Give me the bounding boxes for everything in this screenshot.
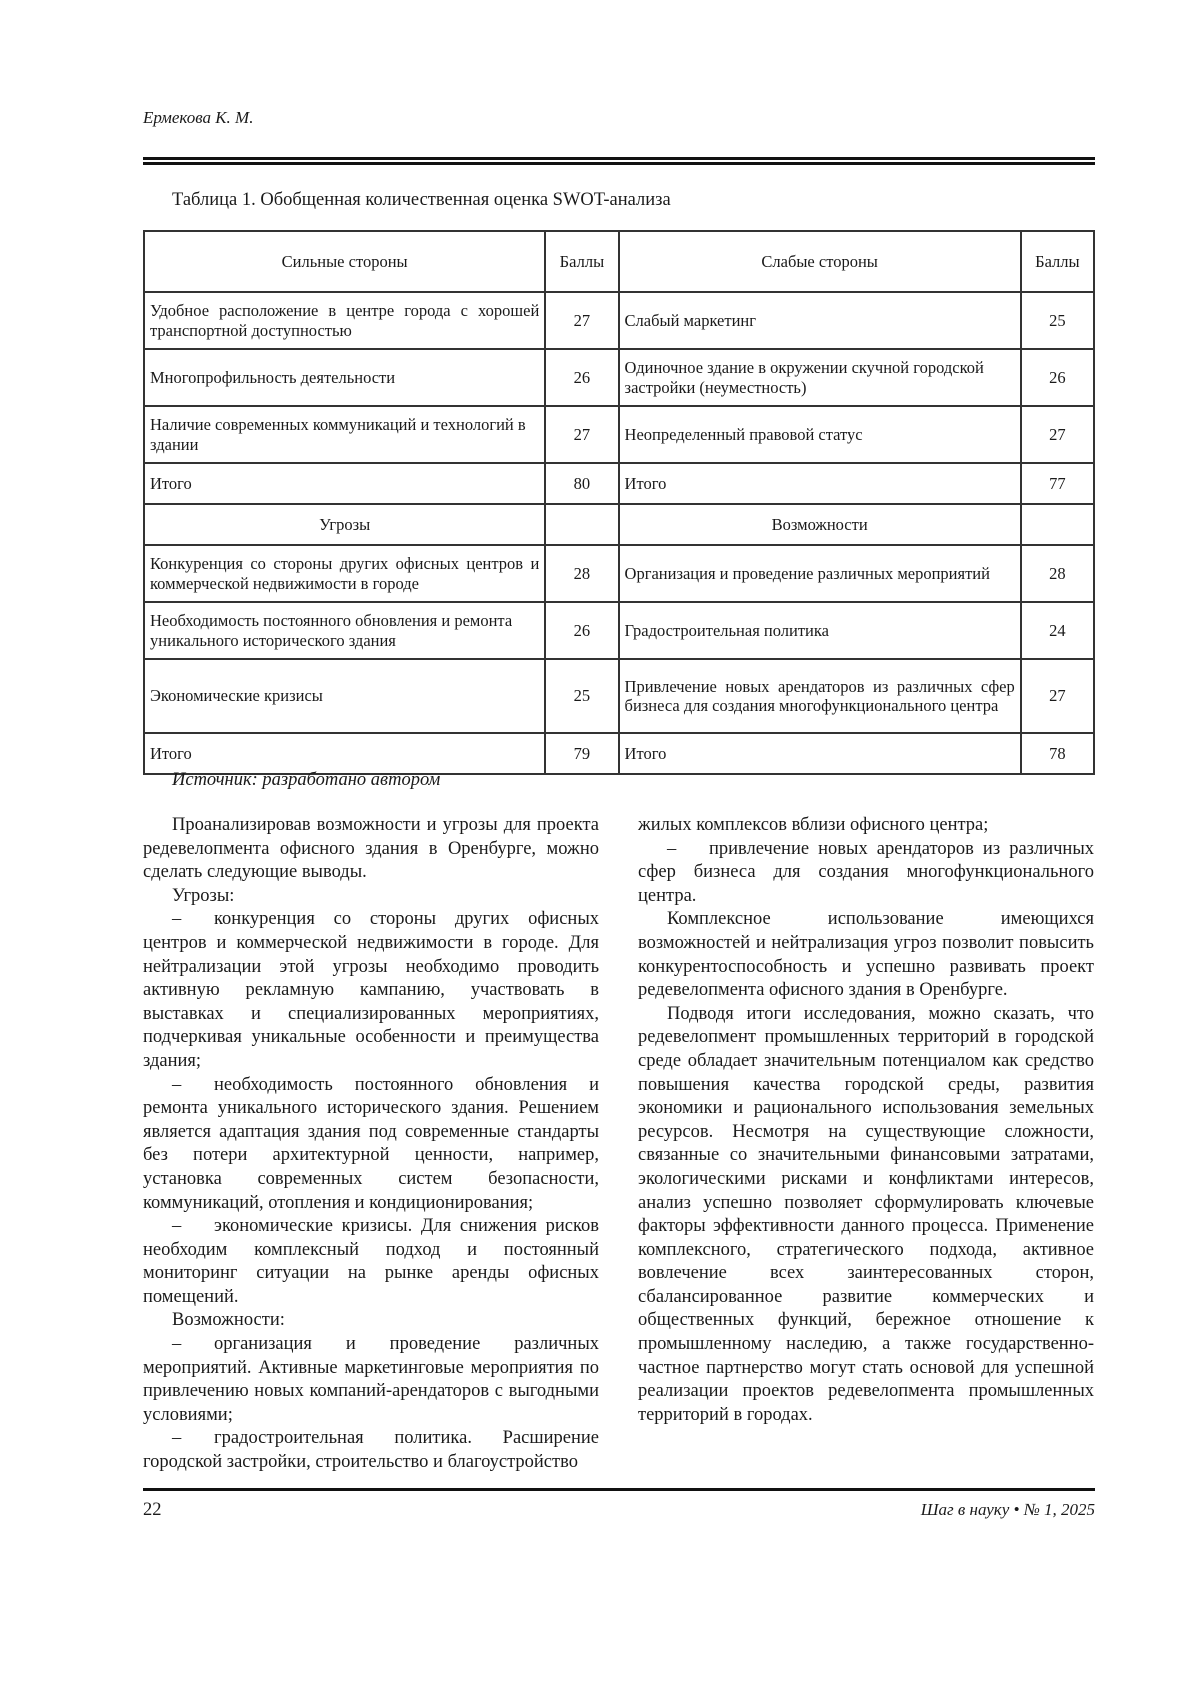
weakness-score: 26 (1021, 349, 1094, 406)
dash-bullet: – (667, 838, 677, 859)
header-points-left: Баллы (545, 231, 618, 292)
dash-bullet: – (172, 1074, 182, 1095)
table-subheader-row (144, 504, 1094, 545)
table-row (144, 602, 1094, 659)
journal-citation: Шаг в науку • № 1, 2025 (920, 1500, 1095, 1519)
threats-heading: Угрозы: (172, 885, 235, 906)
weakness-label: Слабый маркетинг (619, 292, 1021, 349)
list-item-opportunity (143, 1333, 599, 1427)
strength-label: Удобное расположение в центре города с хорошей транспортной доступностью (144, 292, 545, 349)
header-double-rule (143, 157, 1095, 165)
table-row (144, 406, 1094, 463)
opportunity-label: Привлечение новых арендаторов из различных сфер бизнеса для создания многофункционального центра (619, 659, 1021, 733)
list-item-continuation: жилых комплексов вблизи офисного центра; (638, 815, 989, 835)
weakness-label: Неопределенный правовой статус (619, 406, 1021, 463)
weakness-label: Одиночное здание в окружении скучной городской застройки (неуместность) (619, 349, 1021, 406)
opportunities-heading: Возможности: (172, 1310, 285, 1331)
list-item-text: организация и проведение различных мероприятий. Активные маркетинговые мероприятия по привлечению новых компаний-арендаторов с выгодными условиями; (143, 1334, 599, 1425)
dash-bullet: – (172, 1428, 182, 1449)
opportunity-label: Организация и проведение различных мероприятий (619, 545, 1021, 602)
table-row (144, 349, 1094, 406)
weaknesses-total-score: 77 (1021, 463, 1094, 504)
strengths-total-score: 80 (545, 463, 618, 504)
list-item-opportunity (143, 1427, 599, 1474)
weaknesses-total-label: Итого (619, 463, 1021, 504)
opportunity-score: 27 (1021, 659, 1094, 733)
footer-rule (143, 1488, 1095, 1491)
opportunities-total-score: 78 (1021, 733, 1094, 774)
threat-label: Конкуренция со стороны других офисных центров и коммерческой недвижимости в городе (144, 545, 545, 602)
strengths-total-label: Итого (144, 463, 545, 504)
table-header-row (144, 231, 1094, 292)
table-total-row (144, 733, 1094, 774)
table-row (144, 659, 1094, 733)
list-item-threat (143, 1215, 599, 1309)
list-item-threat (143, 908, 599, 1073)
strength-label: Многопрофильность деятельности (144, 349, 545, 406)
table-total-row (144, 463, 1094, 504)
dash-bullet: – (172, 909, 182, 930)
strength-label: Наличие современных коммуникаций и технологий в здании (144, 406, 545, 463)
weakness-score: 27 (1021, 406, 1094, 463)
empty-cell (1021, 504, 1094, 545)
threat-score: 25 (545, 659, 618, 733)
header-opportunities: Возможности (619, 504, 1021, 545)
list-item-opportunity (638, 838, 1094, 909)
header-threats: Угрозы (144, 504, 545, 545)
threats-total-label: Итого (144, 733, 545, 774)
table-source-note: Источник: разработано автором (172, 770, 441, 790)
header-points-right: Баллы (1021, 231, 1094, 292)
table-row (144, 545, 1094, 602)
strength-score: 27 (545, 292, 618, 349)
paragraph-intro: Проанализировав возможности и угрозы для проекта редевелопмента офисного здания в Оренбурге, можно сделать следующие выводы. (143, 815, 599, 883)
weakness-score: 25 (1021, 292, 1094, 349)
dash-bullet: – (172, 1334, 182, 1355)
empty-cell (545, 504, 618, 545)
paragraph-summary: Комплексное использование имеющихся возможностей и нейтрализация угроз позволит повысить конкурентоспособность и успешно развивать проект редевелопмента офисного здания в Оренбурге. (638, 909, 1094, 1001)
opportunity-label: Градостроительная политика (619, 602, 1021, 659)
strength-score: 26 (545, 349, 618, 406)
page-number: 22 (143, 1500, 162, 1520)
threats-total-score: 79 (545, 733, 618, 774)
list-item-text: привлечение новых арендаторов из различных сфер бизнеса для создания многофункционального центра. (638, 838, 1094, 906)
threat-label: Экономические кризисы (144, 659, 545, 733)
threat-score: 26 (545, 602, 618, 659)
opportunities-total-label: Итого (619, 733, 1021, 774)
list-item-text: необходимость постоянного обновления и ремонта уникального исторического здания. Решением является адаптация здания под современные стандарты без потери архитектурной ценности, например, установка современных систем безопасности, коммуникаций, отопления и кондиционирования; (143, 1074, 599, 1213)
header-strengths: Сильные стороны (144, 231, 545, 292)
list-item-text: градостроительная политика. Расширение городской застройки, строительство и благоустройство (143, 1428, 599, 1473)
header-weaknesses: Слабые стороны (619, 231, 1021, 292)
opportunity-score: 28 (1021, 545, 1094, 602)
running-head-author: Ермекова К. М. (143, 108, 254, 127)
text-column-right (638, 814, 1094, 1427)
swot-table (143, 230, 1095, 775)
list-item-text: конкуренция со стороны других офисных центров и коммерческой недвижимости в городе. Для нейтрализации этой угрозы необходимо проводить активную рекламную кампанию, участвовать в выставках и специализированных мероприятиях, подчеркивая уникальные особенности и преимущества здания; (143, 909, 599, 1071)
list-item-threat (143, 1074, 599, 1216)
paragraph-conclusion: Подводя итоги исследования, можно сказать, что редевелопмент промышленных территорий в городской среде обладает значительным потенциалом как средство повышения качества городской среды, развития экономики и рационального использования земельных ресурсов. Несмотря на существующие сложности, связанные со значительными финансовыми затратами, экологическими рисками и конфликтами интересов, анализ успешно позволяет сформулировать ключевые факторы эффективности данного процесса. Применение комплексного, стратегического подхода, активное вовлечение всех заинтересованных сторон, сбалансированное развитие коммерческих и общественных функций, бережное отношение к промышленному наследию, а также государственно-частное партнерство могут стать основой для успешной реализации проектов редевелопмента промышленных территорий в городах. (638, 1003, 1094, 1425)
opportunity-score: 24 (1021, 602, 1094, 659)
threat-score: 28 (545, 545, 618, 602)
table-row (144, 292, 1094, 349)
dash-bullet: – (172, 1216, 182, 1237)
threat-label: Необходимость постоянного обновления и ремонта уникального исторического здания (144, 602, 545, 659)
text-column-left (143, 814, 599, 1475)
table-caption: Таблица 1. Обобщенная количественная оценка SWOT-анализа (172, 190, 671, 210)
strength-score: 27 (545, 406, 618, 463)
list-item-text: экономические кризисы. Для снижения рисков необходим комплексный подход и постоянный мониторинг ситуации на рынке аренды офисных помещений. (143, 1216, 599, 1307)
